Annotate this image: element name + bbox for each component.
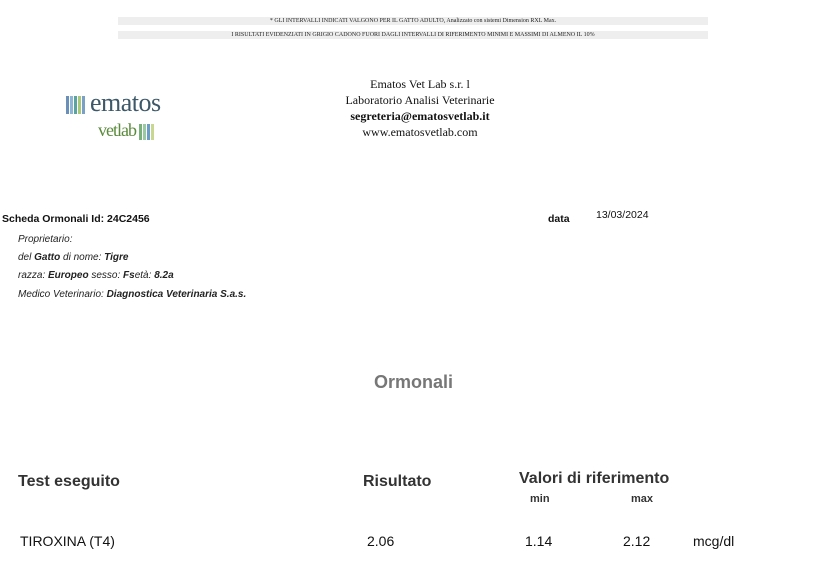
breed-value: Europeo [48, 270, 89, 281]
col-header-reference: Valori di riferimento [519, 470, 670, 487]
name-label: di nome: [63, 252, 102, 263]
col-header-result: Risultato [363, 473, 432, 490]
ematos-logo [66, 88, 166, 148]
name-value: Tigre [104, 252, 129, 263]
row-min: 1.14 [525, 533, 553, 549]
age-value: 8.2a [154, 270, 174, 281]
logo-word-vetlab: vetlab [98, 120, 136, 140]
logo-color-bars [66, 96, 85, 114]
row-test-name: TIROXINA (T4) [20, 533, 115, 549]
lab-website[interactable]: www.ematosvetlab.com [362, 125, 478, 139]
vet-label: Medico Veterinario: [18, 289, 104, 300]
age-label: età: [134, 270, 152, 281]
sex-label: sesso: [91, 270, 121, 281]
logo-word-ematos: ematos [90, 88, 161, 117]
owner-line [18, 234, 72, 245]
breed-label: razza: [18, 270, 46, 281]
section-title: Ormonali [373, 372, 453, 392]
date-label: data [548, 213, 570, 225]
lab-subtitle: Laboratorio Analisi Veterinarie [345, 93, 495, 107]
species-value: Gatto [34, 252, 61, 263]
col-header-max: max [631, 493, 654, 505]
breed-line [18, 270, 174, 281]
col-header-min: min [530, 493, 550, 505]
owner-label: Proprietario: [18, 234, 73, 245]
vet-value: Diagnostica Veterinaria S.a.s. [106, 289, 247, 300]
vet-line [18, 289, 246, 300]
col-header-test: Test eseguito [18, 473, 120, 490]
animal-line [18, 252, 128, 263]
row-unit: mcg/dl [693, 533, 735, 549]
scheda-id: Scheda Ormonali Id: 24C2456 [2, 213, 150, 225]
del-label: del [18, 252, 32, 263]
row-max: 2.12 [623, 533, 651, 549]
disclaimer-line-2: I RISULTATI EVIDENZIATI IN GRIGIO CADONO FUORI DAGLI INTERVALLI DI RIFERIMENTO MINIMI E MASSIMI DI ALMENO IL 10% [118, 31, 708, 39]
date-value: 13/03/2024 [596, 209, 649, 221]
sex-value: Fs [123, 270, 135, 281]
logo-color-bars-right [139, 124, 154, 140]
lab-email[interactable]: segreteria@ematosvetlab.it [350, 109, 490, 123]
lab-name: Ematos Vet Lab s.r. l [370, 77, 470, 91]
lab-header [300, 76, 540, 140]
disclaimer-line-1: * GLI INTERVALLI INDICATI VALGONO PER IL GATTO ADULTO, Analizzato con sistemi Dimension RXL Max. [118, 17, 708, 25]
row-result: 2.06 [367, 533, 395, 549]
